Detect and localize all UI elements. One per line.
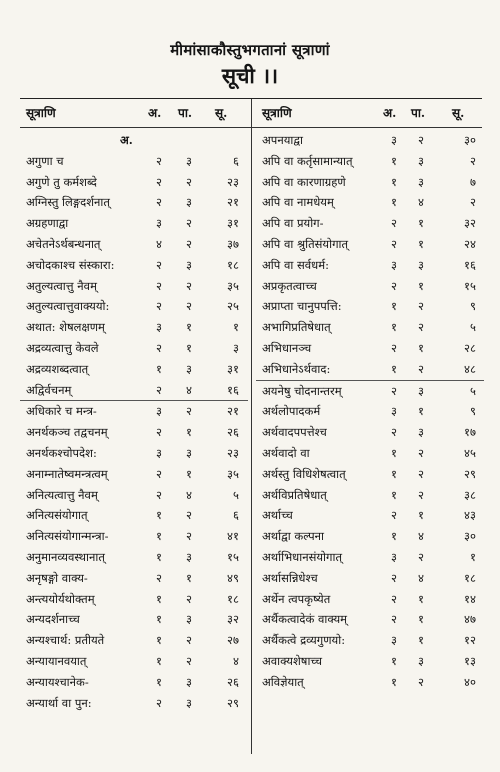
sutra-number: १ (233, 320, 239, 335)
page-title: मीमांसाकौस्तुभगतानां सूत्राणां (170, 41, 330, 59)
section-heading (20, 130, 248, 151)
pada-number: ४ (418, 195, 424, 210)
index-row (20, 547, 248, 568)
right-header (256, 104, 484, 124)
index-row (256, 485, 484, 506)
sutra-text: अन्यायानवयात् (26, 653, 87, 668)
sutra-number: १६ (227, 382, 239, 397)
sutra-text: अर्थासन्निधेश्च (262, 570, 318, 585)
adhyaya-number: २ (156, 570, 162, 585)
sutra-number: २३ (227, 445, 239, 460)
adhyaya-number: ३ (391, 133, 397, 147)
sutra-text: अनित्यसंयोगात् (26, 508, 88, 523)
index-row (256, 568, 484, 589)
sutra-text: अर्थाद्वा कल्पना (262, 529, 325, 544)
sutra-text: अपि वा कारणाग्रहणे (262, 174, 346, 189)
pada-number: २ (186, 508, 192, 523)
adhyaya-number: १ (391, 653, 397, 668)
index-row (20, 651, 248, 672)
index-row (256, 589, 484, 610)
sutra-text: अथात: शेषलक्षणम् (26, 320, 105, 335)
pada-number: ३ (418, 257, 424, 272)
adhyaya-number: २ (391, 216, 397, 231)
sutra-text: अतुल्यत्वात्तु नैवम् (26, 278, 97, 293)
sutra-number: १२ (464, 633, 476, 648)
adhyaya-number: १ (391, 174, 397, 189)
adhyaya-number: २ (156, 340, 162, 355)
index-row (20, 380, 248, 402)
index-row (20, 172, 248, 193)
pada-number: ४ (418, 570, 424, 585)
sutra-number: ४८ (464, 361, 476, 376)
right-column (256, 130, 484, 693)
index-row (20, 151, 248, 172)
sutra-number: १८ (227, 257, 239, 272)
sutra-number: २ (470, 153, 476, 168)
index-row (20, 630, 248, 651)
pada-number: १ (418, 612, 424, 627)
sutra-number: २३ (227, 174, 239, 189)
adhyaya-number: २ (391, 236, 397, 251)
sutra-number: ६ (233, 508, 239, 523)
sutra-number: ७ (470, 174, 476, 189)
pada-number: २ (418, 445, 424, 460)
index-row (256, 547, 484, 568)
column-divider (251, 99, 252, 754)
sutra-text: अचोदकाश्च संस्कारा: (26, 257, 115, 272)
adhyaya-number: १ (391, 445, 397, 460)
adhyaya-number: २ (156, 257, 162, 272)
pada-number: १ (418, 216, 424, 231)
sutra-number: २६ (227, 674, 239, 689)
index-row (20, 422, 248, 443)
index-row (20, 693, 248, 714)
sutra-number: १८ (464, 570, 476, 585)
sutra-text: अनुमानव्यवस्थानात् (26, 549, 105, 564)
sutra-number: ३१ (227, 361, 239, 376)
sutra-number: २५ (227, 299, 239, 314)
adhyaya-number: १ (391, 320, 397, 335)
sutra-number: १ (470, 549, 476, 564)
index-row (256, 464, 484, 485)
sutra-text: अग्रहणाद्वा (26, 216, 69, 231)
index-row (20, 317, 248, 338)
pada-number: २ (186, 653, 192, 668)
adhyaya-number: २ (391, 612, 397, 627)
index-row (20, 338, 248, 359)
sutra-number: २ (470, 195, 476, 210)
index-row (20, 609, 248, 630)
pada-number: २ (418, 133, 424, 147)
sutra-number: १७ (464, 425, 476, 440)
sutra-number: ५ (470, 320, 476, 335)
sutra-text: अविज्ञेयात् (262, 674, 304, 689)
sutra-text: अधिकारे च मन्त्र- (26, 404, 97, 419)
adhyaya-number: २ (391, 340, 397, 355)
pada-number: ३ (186, 195, 192, 210)
sutra-number: ३० (464, 529, 476, 544)
adhyaya-number: १ (391, 361, 397, 376)
sutra-number: २६ (227, 425, 239, 440)
pada-number: ३ (418, 653, 424, 668)
sutra-text: अद्विर्वचनम् (26, 382, 72, 397)
sutra-number: ४३ (464, 508, 476, 523)
sutra-text: अन्त्ययोर्यथोक्तम् (26, 591, 95, 606)
adhyaya-number: २ (156, 153, 162, 168)
index-row (256, 192, 484, 213)
sutra-number: ४७ (464, 612, 476, 627)
pada-number: २ (186, 591, 192, 606)
sutra-number: ९ (470, 299, 476, 314)
sutra-text: अन्यार्था वा पुन: (26, 695, 92, 710)
adhyaya-number: २ (156, 425, 162, 440)
left-column (20, 130, 248, 713)
pada-number: १ (418, 404, 424, 419)
pada-number: ४ (186, 382, 192, 397)
sutra-number: ३८ (464, 487, 476, 502)
sutra-text: अभिधानञ्च (262, 340, 312, 355)
index-row (20, 276, 248, 297)
adhyaya-number: १ (156, 674, 162, 689)
sutra-number: ५ (470, 383, 476, 398)
index-row (256, 505, 484, 526)
pada-number: १ (418, 591, 424, 606)
adhyaya-number: ३ (391, 633, 397, 648)
sutra-number: ४५ (464, 445, 476, 460)
sutra-number: ४० (464, 674, 476, 689)
pada-number: ३ (418, 425, 424, 440)
index-row (256, 296, 484, 317)
adhyaya-number: १ (391, 466, 397, 481)
pada-number: १ (186, 340, 192, 355)
pada-number: ३ (418, 383, 424, 398)
sutra-number: ३२ (464, 216, 476, 231)
sutra-number: २८ (464, 340, 476, 355)
sutra-text: अवाक्यशेषाच्च (262, 653, 323, 668)
adhyaya-number: २ (391, 508, 397, 523)
sutra-text: अपि वा प्रयोग- (262, 216, 324, 231)
header-sutrani: सूत्राणि (262, 106, 292, 120)
adhyaya-number: १ (391, 195, 397, 210)
pada-number: २ (186, 404, 192, 419)
sutra-text: अर्थाभिधानसंयोगात् (262, 549, 343, 564)
adhyaya-number: १ (156, 361, 162, 376)
adhyaya-number: २ (156, 195, 162, 210)
pada-number: ३ (186, 361, 192, 376)
sutra-number: १८ (227, 591, 239, 606)
index-row (256, 317, 484, 338)
sutra-number: ३२ (227, 612, 239, 627)
sutra-text: अन्यदर्शनाच्च (26, 612, 80, 627)
adhyaya-number: १ (391, 153, 397, 168)
index-row (20, 485, 248, 506)
sutra-number: ३० (464, 133, 476, 147)
index-row (256, 338, 484, 359)
page-subtitle: सूची ।। (221, 63, 279, 88)
sutra-text: अचेतनेऽर्थबन्धनात् (26, 236, 101, 251)
pada-number: ३ (418, 153, 424, 168)
pada-number: ३ (186, 153, 192, 168)
sutra-number: ६ (233, 153, 239, 168)
sutra-text: अर्थाच्च (262, 508, 293, 523)
adhyaya-number: १ (156, 508, 162, 523)
sutra-number: ३ (233, 340, 239, 355)
sutra-text: अर्थलोपादकर्म (262, 404, 321, 419)
pada-number: १ (418, 340, 424, 355)
index-row (20, 296, 248, 317)
pada-number: १ (418, 633, 424, 648)
adhyaya-number: ३ (156, 320, 162, 335)
pada-number: १ (186, 320, 192, 335)
sutra-text: अद्रव्यत्वात्तु केवले (26, 340, 99, 355)
left-header (20, 104, 248, 124)
sutra-number: ५ (233, 487, 239, 502)
sutra-text: अर्थस्तु विधिशेषत्वात् (262, 466, 346, 481)
sutra-number: २९ (464, 466, 476, 481)
index-row (256, 234, 484, 255)
sutra-text: अर्थवादपपत्तेश्च (262, 425, 327, 440)
pada-number: २ (186, 278, 192, 293)
index-row (256, 255, 484, 276)
sutra-number: ४ (233, 653, 239, 668)
index-row (256, 672, 484, 693)
sutra-text: अपि वा श्रुतिसंयोगात् (262, 236, 349, 251)
index-row (20, 359, 248, 380)
index-row (20, 568, 248, 589)
sutra-text: अपि वा सर्वधर्म: (262, 257, 329, 272)
sutra-number: १३ (464, 653, 476, 668)
index-row (256, 651, 484, 672)
adhyaya-number: १ (156, 653, 162, 668)
sutra-text: अन्यश्चार्थ: प्रतीयते (26, 633, 105, 648)
index-row (256, 359, 484, 381)
header-pada: पा. (411, 106, 426, 120)
adhyaya-number: ४ (156, 236, 162, 251)
adhyaya-number: १ (391, 529, 397, 544)
pada-number: ३ (186, 695, 192, 710)
sutra-number: २९ (227, 695, 239, 710)
pada-number: २ (186, 633, 192, 648)
adhyaya-number: २ (156, 382, 162, 397)
sutra-number: ४९ (227, 570, 239, 585)
index-row (256, 443, 484, 464)
adhyaya-number: २ (391, 278, 397, 293)
header-sutra-num: सू. (215, 106, 228, 120)
sutra-text: अर्थैकत्वादेकं वाक्यम् (262, 612, 348, 627)
index-row (20, 401, 248, 422)
pada-number: २ (418, 320, 424, 335)
sutra-text: अनित्यसंयोगान्मन्त्रा- (26, 529, 109, 544)
adhyaya-number: ३ (156, 216, 162, 231)
sutra-text: अनित्यत्वात्तु नैवम् (26, 487, 98, 502)
pada-number: २ (418, 361, 424, 376)
pada-number: २ (418, 299, 424, 314)
pada-number: २ (418, 466, 424, 481)
adhyaya-number: २ (156, 278, 162, 293)
adhyaya-number: ३ (156, 445, 162, 460)
adhyaya-number: १ (156, 549, 162, 564)
adhyaya-number: २ (391, 591, 397, 606)
pada-number: ३ (186, 257, 192, 272)
index-row (20, 192, 248, 213)
adhyaya-number: १ (391, 299, 397, 314)
adhyaya-number: २ (156, 466, 162, 481)
sutra-text: अतुल्यत्वात्तुवाक्ययो: (26, 299, 110, 314)
pada-number: १ (186, 570, 192, 585)
sutra-text: अनाम्नातेष्वमन्त्रत्वम् (26, 466, 108, 481)
pada-number: १ (186, 425, 192, 440)
adhyaya-number: २ (391, 425, 397, 440)
index-row (256, 172, 484, 193)
sutra-text: अर्थैकत्वे द्रव्यगुणयो: (262, 633, 346, 648)
header-adhyaya: अ. (383, 106, 397, 120)
index-row (20, 464, 248, 485)
index-row (256, 276, 484, 297)
sutra-text: अभिधानेऽर्थवाद: (262, 361, 331, 376)
header-sutrani: सूत्राणि (26, 106, 56, 120)
sutra-text: अर्थविप्रतिषेधात् (262, 487, 327, 502)
pada-number: ३ (418, 174, 424, 189)
adhyaya-number: २ (156, 487, 162, 502)
sutra-text: अनर्थकञ्च तद्वचनम् (26, 425, 108, 440)
adhyaya-number: ३ (391, 404, 397, 419)
index-row (20, 255, 248, 276)
adhyaya-number: १ (391, 487, 397, 502)
pada-number: ४ (186, 487, 192, 502)
adhyaya-number: ३ (391, 549, 397, 564)
pada-number: २ (186, 174, 192, 189)
index-row (256, 609, 484, 630)
sutra-text: अप्राप्ता चानुपपत्ति: (262, 299, 342, 314)
index-row (256, 422, 484, 443)
adhyaya-number: ३ (156, 404, 162, 419)
index-row (20, 213, 248, 234)
adhyaya-number: २ (391, 570, 397, 585)
adhyaya-number: २ (156, 299, 162, 314)
pada-number: ३ (186, 612, 192, 627)
sutra-number: ९ (470, 404, 476, 419)
pada-number: २ (186, 216, 192, 231)
index-row (20, 443, 248, 464)
pada-number: १ (418, 236, 424, 251)
pada-number: १ (418, 278, 424, 293)
sutra-text: अगुणे तु कर्मशब्दे (26, 174, 97, 189)
sutra-text: अप्रकृतत्वाच्च (262, 278, 317, 293)
index-row (256, 401, 484, 422)
sutra-number: ३१ (227, 216, 239, 231)
sutra-text: अगुणा च (26, 153, 64, 168)
index-row (20, 505, 248, 526)
sutra-text: अग्निस्तु लिङ्गदर्शनात् (26, 195, 110, 210)
sutra-number: १५ (464, 278, 476, 293)
sutra-text: अर्थवादो वा (262, 445, 310, 460)
index-row (20, 234, 248, 255)
index-row (20, 589, 248, 610)
index-row (256, 526, 484, 547)
sutra-text: अपनयाद्वा (262, 133, 303, 147)
adhyaya-number: २ (391, 383, 397, 398)
sutra-text: अपि वा कर्तृसामान्यात् (262, 153, 353, 168)
pada-number: २ (418, 549, 424, 564)
index-row (20, 526, 248, 547)
sutra-text: अभागिप्रतिषेधात् (262, 320, 331, 335)
sutra-text: अन्यायश्चानेक- (26, 674, 89, 689)
sutra-text: अयनेषु चोदनान्तरम् (262, 383, 342, 398)
sutra-text: अद्रव्यशब्दत्वात् (26, 361, 89, 376)
sutra-text: अनृषङ्गो वाक्य- (26, 570, 88, 585)
adhyaya-number: २ (156, 174, 162, 189)
sutra-number: २७ (227, 633, 239, 648)
sutra-text: अर्थेन त्वपकृष्येत (262, 591, 331, 606)
pada-number: ४ (418, 529, 424, 544)
sutra-text: अपि वा नामधेयम् (262, 195, 334, 210)
pada-number: ३ (186, 445, 192, 460)
sutra-number: २१ (227, 195, 239, 210)
sutra-text: अनर्थकश्चोपदेश: (26, 445, 97, 460)
pada-number: १ (186, 466, 192, 481)
sutra-number: १५ (227, 549, 239, 564)
pada-number: २ (186, 529, 192, 544)
adhyaya-number: १ (156, 612, 162, 627)
pada-number: २ (186, 299, 192, 314)
sutra-number: २१ (227, 404, 239, 419)
sutra-number: १६ (464, 257, 476, 272)
adhyaya-number: १ (156, 633, 162, 648)
pada-number: ३ (186, 549, 192, 564)
adhyaya-number: ३ (391, 257, 397, 272)
header-pada: पा. (178, 106, 193, 120)
index-row (256, 130, 484, 151)
header-adhyaya: अ. (148, 106, 162, 120)
adhyaya-number: २ (156, 695, 162, 710)
pada-number: ३ (186, 674, 192, 689)
header-sutra-num: सू. (452, 106, 465, 120)
index-row (256, 630, 484, 651)
index-row (20, 672, 248, 693)
pada-number: २ (186, 236, 192, 251)
sutra-number: ४१ (227, 529, 239, 544)
sutra-number: १४ (464, 591, 476, 606)
adhyaya-number: १ (391, 674, 397, 689)
sutra-number: ३५ (227, 466, 239, 481)
sutra-number: ३५ (227, 278, 239, 293)
index-row (256, 213, 484, 234)
sutra-number: २४ (464, 236, 476, 251)
index-row (256, 151, 484, 172)
adhyaya-number: १ (156, 591, 162, 606)
adhyaya-number: १ (156, 529, 162, 544)
sutra-number: ३७ (227, 236, 239, 251)
pada-number: २ (418, 674, 424, 689)
pada-number: २ (418, 487, 424, 502)
index-row (256, 381, 484, 402)
pada-number: १ (418, 508, 424, 523)
section-letter: अ. (120, 133, 133, 147)
